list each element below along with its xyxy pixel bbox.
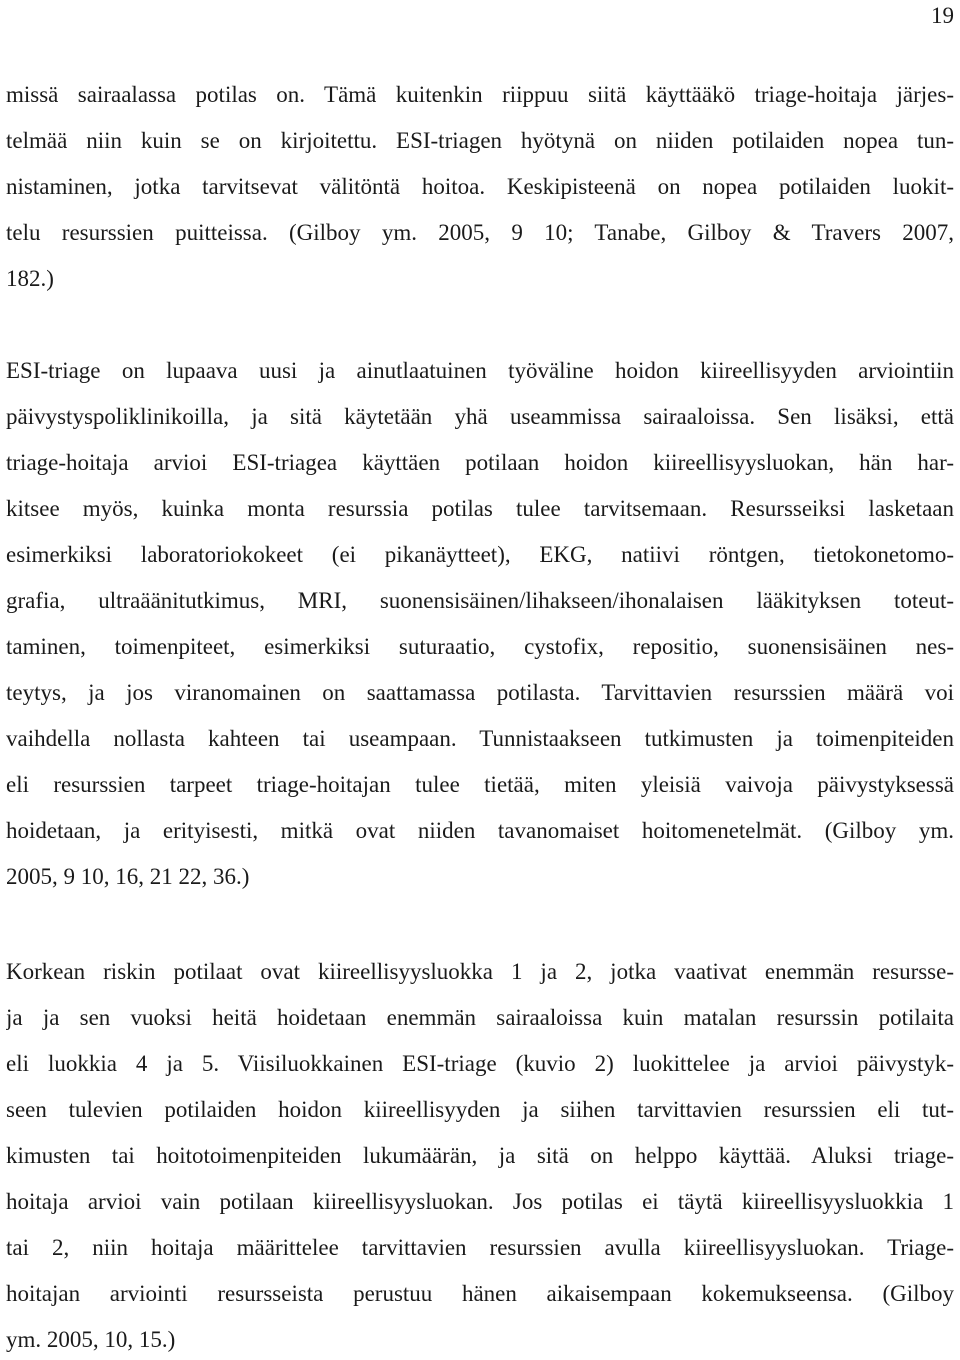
text-line: teytys, ja jos viranomainen on saattamassa potilasta. Tarvittavien resurssien määrä voi [6, 680, 954, 705]
text-line: 182.) [6, 266, 54, 291]
text-line: 2005, 9 10, 16, 21 22, 36.) [6, 864, 250, 889]
text-line: ym. 2005, 10, 15.) [6, 1327, 176, 1352]
text-line: eli resurssien tarpeet triage-hoitajan tulee tietää, miten yleisiä vaivoja päivystyksessä [6, 772, 954, 797]
text-line: esimerkiksi laboratoriokokeet (ei pikanäytteet), EKG, natiivi röntgen, tietokonetomo- [6, 542, 954, 567]
text-line: telu resurssien puitteissa. (Gilboy ym. 2005, 9 10; Tanabe, Gilboy & Travers 2007, [6, 220, 954, 245]
page-number: 19 [931, 3, 954, 28]
text-line: Korkean riskin potilaat ovat kiireellisyysluokka 1 ja 2, jotka vaativat enemmän resursse- [6, 959, 954, 984]
text-line: nistaminen, jotka tarvitsevat välitöntä hoitoa. Keskipisteenä on nopea potilaiden luokit- [6, 174, 954, 199]
text-line: seen tulevien potilaiden hoidon kiireellisyyden ja siihen tarvittavien resurssien eli tut- [6, 1097, 954, 1122]
text-line: grafia, ultraäänitutkimus, MRI, suonensisäinen/lihakseen/ihonalaisen lääkityksen toteut- [6, 588, 954, 613]
text-line: päivystyspoliklinikoilla, ja sitä käytetään yhä useammissa sairaaloissa. Sen lisäksi, että [6, 404, 954, 429]
text-line: ja ja sen vuoksi heitä hoidetaan enemmän sairaaloissa kuin matalan resurssin potilaita [6, 1005, 954, 1030]
text-line: eli luokkia 4 ja 5. Viisiluokkainen ESI-triage (kuvio 2) luokittelee ja arvioi päivystyk- [6, 1051, 954, 1076]
text-line: tai 2, niin hoitaja määrittelee tarvittavien resurssien avulla kiireellisyysluokan. Triage- [6, 1235, 954, 1260]
text-line: vaihdella nollasta kahteen tai useampaan. Tunnistaakseen tutkimusten ja toimenpiteiden [6, 726, 954, 751]
text-line: missä sairaalassa potilas on. Tämä kuitenkin riippuu siitä käyttääkö triage-hoitaja järjes- [6, 82, 954, 107]
text-line: hoidetaan, ja erityisesti, mitkä ovat niiden tavanomaiset hoitomenetelmät. (Gilboy ym. [6, 818, 954, 843]
text-line: taminen, toimenpiteet, esimerkiksi suturaatio, cystofix, repositio, suonensisäinen nes- [6, 634, 954, 659]
text-line: telmää niin kuin se on kirjoitettu. ESI-triagen hyötynä on niiden potilaiden nopea tun- [6, 128, 954, 153]
text-line: ESI-triage on lupaava uusi ja ainutlaatuinen työväline hoidon kiireellisyyden arviointiin [6, 358, 954, 383]
text-line: hoitajan arviointi resursseista perustuu hänen aikaisempaan kokemukseensa. (Gilboy [6, 1281, 954, 1306]
text-line: triage-hoitaja arvioi ESI-triagea käyttäen potilaan hoidon kiireellisyysluokan, hän har- [6, 450, 954, 475]
text-line: kitsee myös, kuinka monta resurssia potilas tulee tarvitsemaan. Resursseiksi lasketaan [6, 496, 954, 521]
text-line: kimusten tai hoitotoimenpiteiden lukumäärän, ja sitä on helppo käyttää. Aluksi triage- [6, 1143, 954, 1168]
text-line: hoitaja arvioi vain potilaan kiireellisyysluokan. Jos potilas ei täytä kiireellisyysluokkia 1 [6, 1189, 954, 1214]
